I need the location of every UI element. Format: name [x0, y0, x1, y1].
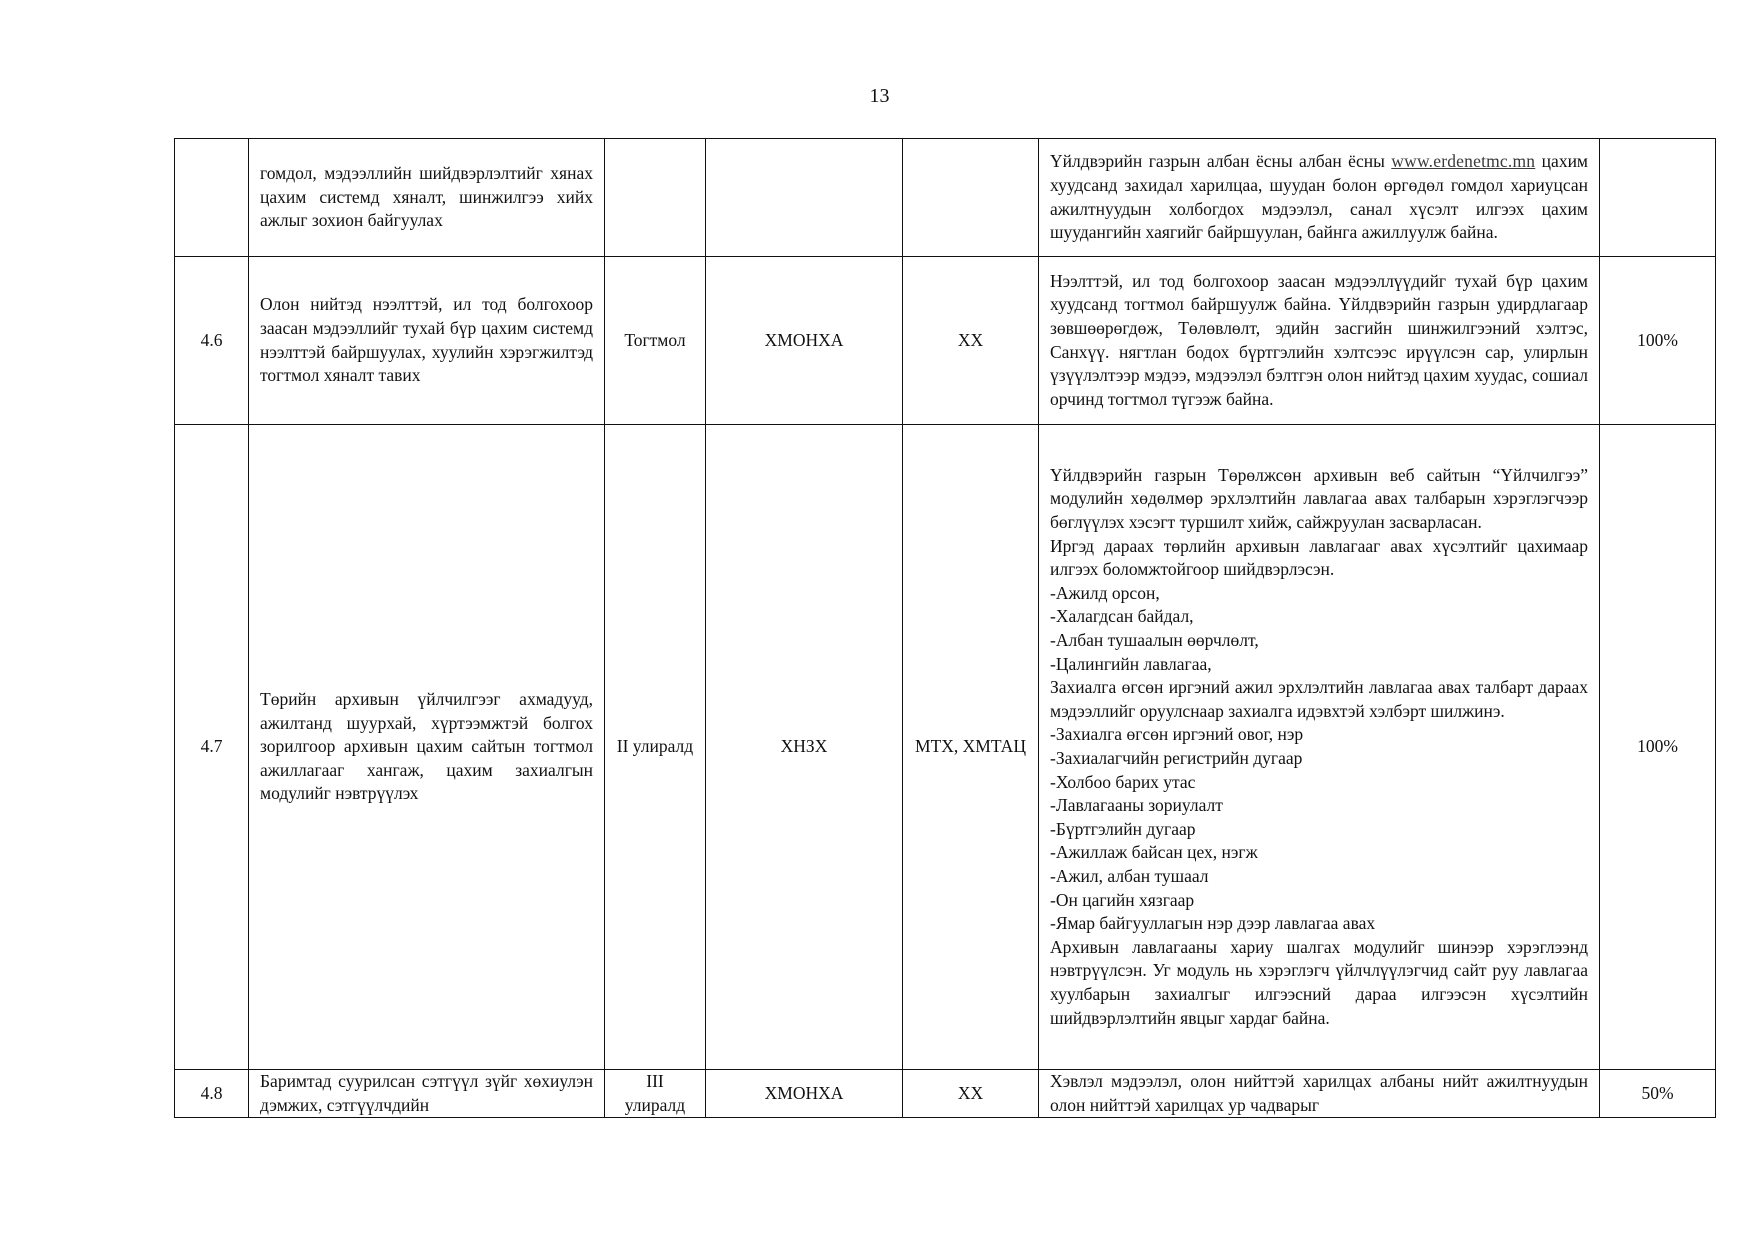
term-cell	[605, 139, 706, 257]
table-row	[175, 257, 1716, 425]
report-line: -Бүртгэлийн дугаар	[1050, 818, 1196, 839]
report-line: -Он цагийн хязгаар	[1050, 889, 1195, 910]
report-line: Архивын лавлагааны хариу шалгах модулийг шинээр хэрэглээнд нэвтрүүлсэн. Уг модуль нь хэрэглэгч үйлчлүүлэгчид сайт руу лавлагаа хуулбарын захиалгыг илгээсний дараа илгээсэн хүсэлтийн шийдвэрлэлтийн явцыг хардаг байна.	[1050, 936, 1588, 1028]
report-line: -Халагдсан байдал,	[1050, 606, 1194, 627]
row-number	[175, 139, 249, 257]
report-line: -Захиалагчийн регистрийн дугаар	[1050, 748, 1303, 768]
report-line: -Ажил, албан тушаал	[1050, 865, 1209, 886]
partner-cell: ХХ	[903, 257, 1039, 425]
report-line: -Холбоо барих утас	[1050, 771, 1196, 792]
term-cell: Тогтмол	[605, 257, 706, 425]
report-text: цахим хуудсанд захидал харилцаа, шуудан болон өргөдөл гомдол хариуцсан ажилтнуудын холбогдох мэдээлэл, санал хүсэлт илгээх цахим шуудангийн хаягийг байршуулан, байнга ажиллуулж байна.	[1050, 151, 1589, 243]
percent-cell: 50%	[1600, 1070, 1716, 1118]
table-row	[175, 425, 1716, 1070]
responsible-cell: ХМОНХА	[706, 257, 903, 425]
measure-cell: Олон нийтэд нээлттэй, ил тод болгохоор заасан мэдээллийг тухай бүр цахим системд нээлттэй байршуулах, хуулийн хэрэгжилтэд тогтмол хяналт тавих	[249, 257, 605, 425]
responsible-cell: ХНЗХ	[706, 425, 903, 1070]
report-line: -Ямар байгууллагын нэр дээр лавлагаа авах	[1050, 913, 1376, 934]
report-line: -Лавлагааны зориулалт	[1050, 795, 1223, 816]
report-line: -Цалингийн лавлагаа,	[1050, 653, 1212, 674]
measure-cell: Төрийн архивын үйлчилгээг ахмадууд, ажилтанд шуурхай, хүртээмжтэй болгох зорилгоор архивын цахим сайтын тогтмол ажиллагааг хангаж, цахим захиалгын модулийг нэвтрүүлэх	[249, 425, 605, 1070]
report-cell	[1039, 425, 1600, 1070]
report-line: -Захиалга өгсөн иргэний овог, нэр	[1050, 724, 1304, 745]
partner-cell: ХХ	[903, 1070, 1039, 1118]
term-cell: III улиралд	[605, 1070, 706, 1118]
percent-cell: 100%	[1600, 425, 1716, 1070]
percent-cell: 100%	[1600, 257, 1716, 425]
website-link[interactable]: www.erdenetmc.mn	[1391, 151, 1536, 172]
report-table	[174, 138, 1716, 1118]
measure-cell: Баримтад суурилсан сэтгүүл зүйг хөхиулэн дэмжих, сэтгүүлчдийн	[249, 1070, 605, 1118]
report-line: Үйлдвэрийн газрын Төрөлжсөн архивын веб сайтын “Үйлчилгээ” модулийн хөдөлмөр эрхлэлтийн лавлагаа авах талбарын хэрэглэгчээр бөглүүлэх хэсэгт туршилт хийж, сайжруулан засварласан.	[1050, 464, 1588, 533]
page-number: 13	[869, 85, 890, 107]
partner-cell	[903, 139, 1039, 257]
percent-cell	[1600, 139, 1716, 257]
report-text: Үйлдвэрийн газрын албан ёсны албан ёсны	[1050, 151, 1392, 172]
row-number: 4.7	[175, 425, 249, 1070]
report-line: -Албан тушаалын өөрчлөлт,	[1050, 630, 1259, 651]
partner-cell: МТХ, ХМТАЦ	[903, 425, 1039, 1070]
responsible-cell	[706, 139, 903, 257]
measure-cell: гомдол, мэдээллийн шийдвэрлэлтийг хянах цахим системд хяналт, шинжилгээ хийх ажлыг зохион байгуулах	[249, 139, 605, 257]
responsible-cell: ХМОНХА	[706, 1070, 903, 1118]
table-row	[175, 1070, 1716, 1118]
report-line: -Ажиллаж байсан цех, нэгж	[1050, 842, 1258, 863]
row-number: 4.8	[175, 1070, 249, 1118]
report-line: -Ажилд орсон,	[1050, 582, 1160, 603]
row-number: 4.6	[175, 257, 249, 425]
report-cell: Нээлттэй, ил тод болгохоор заасан мэдээллүүдийг тухай бүр цахим хуудсанд тогтмол байршуулж байна. Үйлдвэрийн газрын удирдлагаар зөвшөөрөгдөж, Төлөвлөлт, эдийн засгийн шинжилгээний хэлтэс, Санхүү. нягтлан бодох бүртгэлийн хэлтсээс ирүүлсэн сар, улирлын үзүүлэлтээр мэдээ, мэдээлэл бэлтгэн олон нийтэд цахим хуудас, сошиал орчинд тогтмол түгээж байна.	[1039, 257, 1600, 425]
term-cell: II улиралд	[605, 425, 706, 1070]
report-cell	[1039, 139, 1600, 257]
report-cell: Хэвлэл мэдээлэл, олон нийттэй харилцах албаны нийт ажилтнуудын олон нийттэй харилцах ур чадварыг	[1039, 1070, 1600, 1118]
report-line: Захиалга өгсөн иргэний ажил эрхлэлтийн лавлагаа авах талбарт дараах мэдээллийг оруулснаар захиалга идэвхтэй хэлбэрт шилжинэ.	[1050, 677, 1588, 721]
table-row	[175, 139, 1716, 257]
report-line: Иргэд дараах төрлийн архивын лавлагааг авах хүсэлтийг цахимаар илгээх боломжтойгоор шийдвэрлэсэн.	[1050, 535, 1588, 580]
